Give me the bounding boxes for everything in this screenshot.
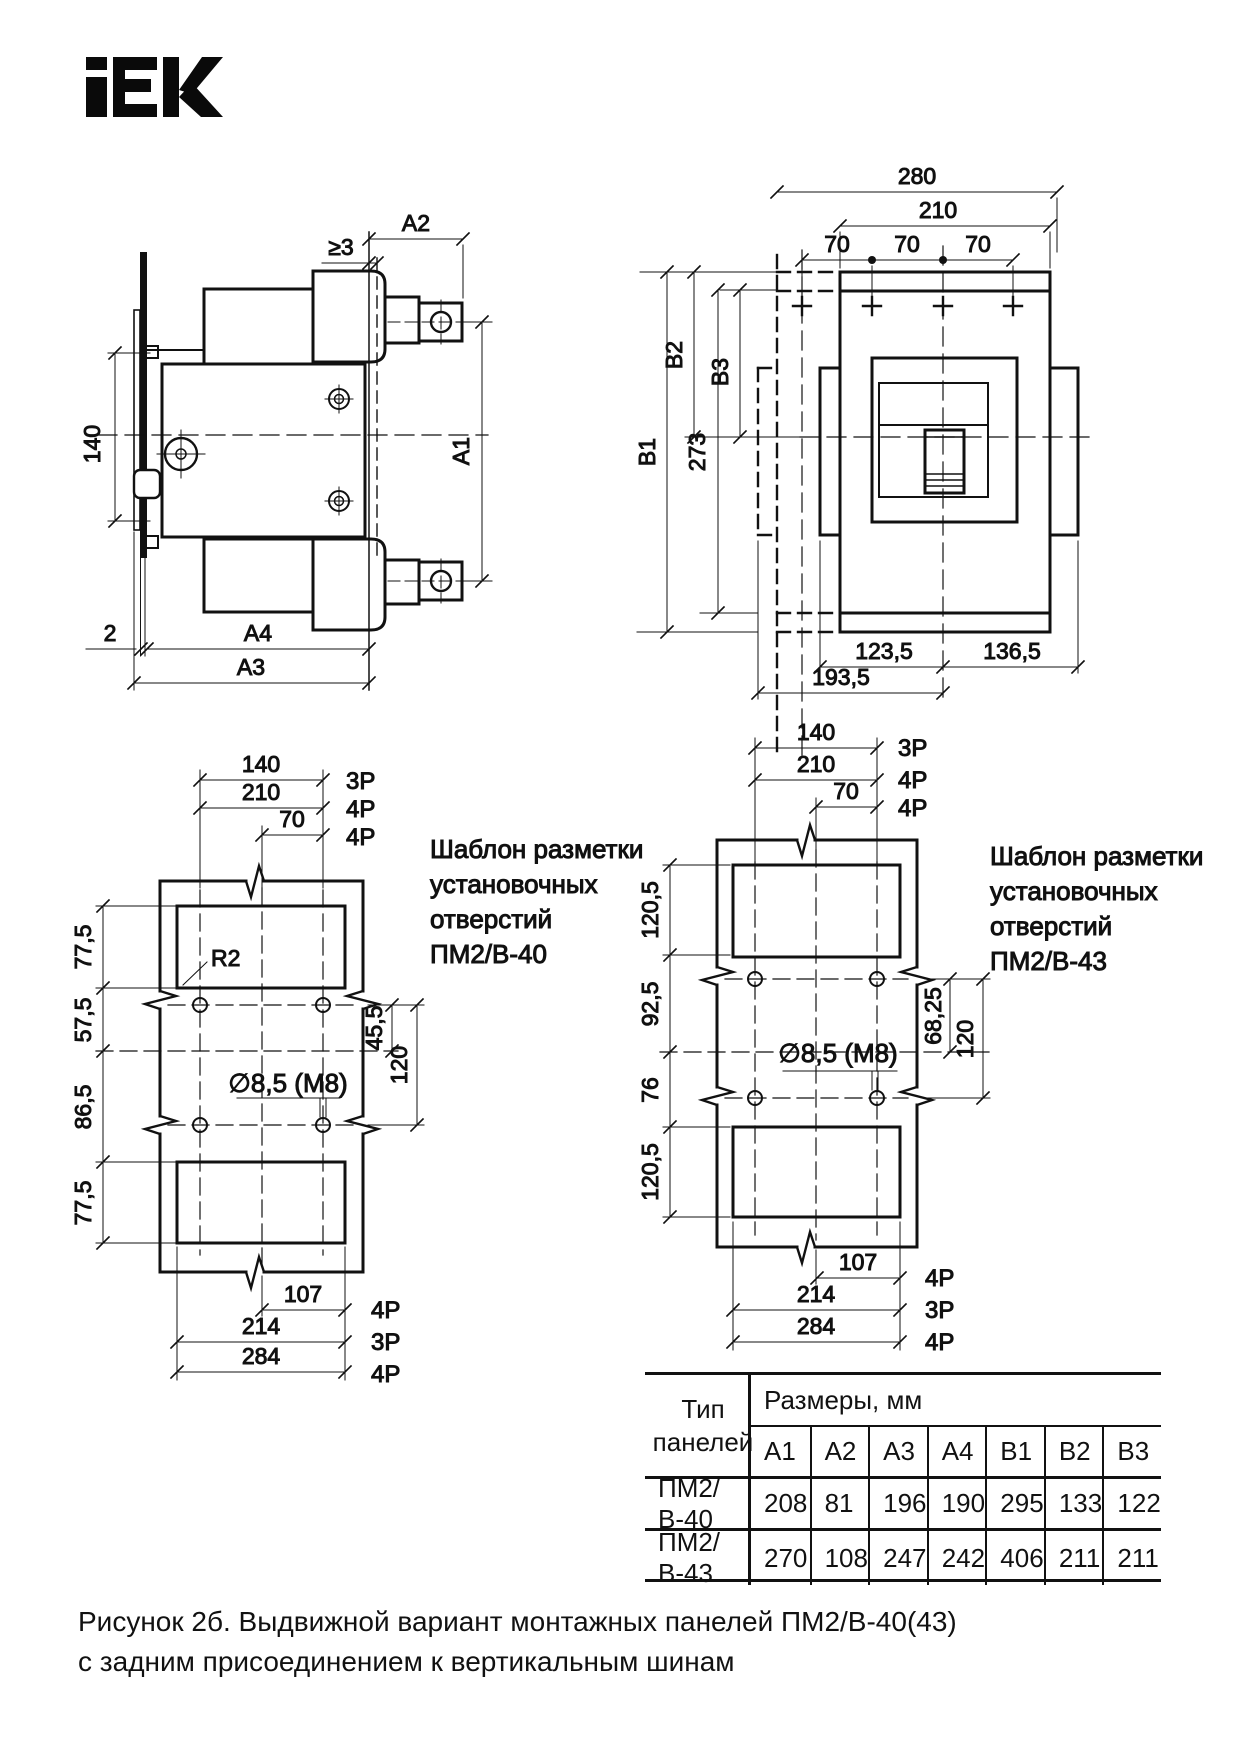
t43-pole-4p-top1: 4P: [898, 767, 928, 794]
table-header-sizes: Размеры, мм: [751, 1375, 1161, 1427]
table-cell: 406: [985, 1531, 1044, 1585]
t43-dim-120-5a: 120,5: [637, 881, 663, 939]
dim-b1: B1: [634, 437, 660, 467]
table-row-pm2v40-name: ПМ2/В-40: [645, 1479, 751, 1531]
t43-dim-120: 120: [952, 1019, 978, 1059]
table-col-a1: A1: [751, 1427, 810, 1479]
dim-70c: 70: [965, 231, 991, 257]
t40-dim-70: 70: [279, 806, 305, 832]
t40-pole-3p-bot: 3P: [371, 1329, 401, 1356]
table-cell: 208: [751, 1479, 810, 1531]
table-cell: 108: [810, 1531, 869, 1585]
table-header-type-line1: Тип: [681, 1393, 725, 1424]
dim-273: 273: [684, 432, 710, 472]
t40-dim-77-5a: 77,5: [70, 924, 96, 970]
table-col-a3: A3: [868, 1427, 927, 1479]
t40-title-line3: отверстий: [430, 904, 553, 934]
t43-dim-92-5: 92,5: [637, 981, 663, 1027]
t43-pole-3p-bot: 3P: [925, 1297, 955, 1324]
dim-a3: A3: [236, 654, 266, 680]
table-cell: 211: [1044, 1531, 1103, 1585]
t43-dim-214: 214: [796, 1281, 836, 1307]
t40-title-line2: установочных: [430, 869, 598, 899]
dim-a4: A4: [243, 620, 273, 646]
table-cell: 270: [764, 1542, 808, 1573]
iek-logo-icon: [86, 57, 223, 117]
t40-dim-77-5b: 77,5: [70, 1180, 96, 1226]
dim-b2: B2: [661, 340, 687, 370]
dim-210: 210: [918, 197, 958, 223]
table-header-type-line2: панелей: [652, 1426, 754, 1457]
t43-dim-107: 107: [838, 1249, 878, 1275]
dimensions-table: [645, 1372, 1161, 1588]
t40-pole-4p-bot1: 4P: [371, 1297, 401, 1324]
t40-title-line4: ПМ2/В-40: [430, 939, 547, 969]
table-cell: 122: [1102, 1479, 1161, 1531]
t40-dim-140: 140: [241, 751, 281, 777]
table-cell: 133: [1044, 1479, 1103, 1531]
table-cell: 81: [810, 1479, 869, 1531]
side-view-drawing: [79, 210, 492, 690]
table-cell: 211: [1102, 1531, 1161, 1585]
t43-hole-label: ∅8,5 (M8): [778, 1038, 898, 1068]
t40-hole-label: ∅8,5 (M8): [228, 1068, 348, 1098]
t40-dim-214: 214: [241, 1313, 281, 1339]
table-col-a4: A4: [927, 1427, 986, 1479]
dim-193-5: 193,5: [812, 664, 870, 690]
dim-b3: B3: [707, 357, 733, 387]
t40-pole-4p-bot2: 4P: [371, 1361, 401, 1388]
t40-radius-label: R2: [211, 945, 241, 971]
dim-123-5: 123,5: [855, 638, 913, 664]
t43-dim-210: 210: [796, 751, 836, 777]
t40-title-line1: Шаблон разметки: [430, 834, 644, 864]
t40-pole-3p-top: 3P: [346, 768, 376, 795]
t43-title-line1: Шаблон разметки: [990, 841, 1204, 871]
t43-dim-70: 70: [833, 778, 859, 804]
drill-template-pm2v40: [70, 751, 643, 1388]
dim-136-5: 136,5: [983, 638, 1041, 664]
t43-dim-76: 76: [637, 1077, 663, 1103]
t40-pole-4p-top1: 4P: [346, 796, 376, 823]
t43-dim-68-25: 68,25: [920, 987, 946, 1045]
figure-caption-line2: с задним присоединением к вертикальным шинам: [78, 1646, 735, 1677]
table-cell: 247: [868, 1531, 927, 1585]
table-col-a2: A2: [810, 1427, 869, 1479]
drill-template-pm2v43: [637, 719, 1203, 1356]
t40-dim-120: 120: [386, 1045, 412, 1085]
t43-dim-140: 140: [796, 719, 836, 745]
dim-280: 280: [897, 163, 937, 189]
t43-pole-3p-top: 3P: [898, 735, 928, 762]
figure-caption-line1: Рисунок 2б. Выдвижной вариант монтажных панелей ПМ2/В-40(43): [78, 1606, 957, 1637]
dim-min-gap: ≥3: [328, 234, 354, 260]
dim-a2: A2: [401, 210, 431, 236]
dim-70b: 70: [894, 231, 920, 257]
table-col-b2: B2: [1044, 1427, 1103, 1479]
dim-70a: 70: [824, 231, 850, 257]
figure-caption: [78, 1602, 957, 1682]
t43-title-line3: отверстий: [990, 911, 1113, 941]
t43-pole-4p-top2: 4P: [898, 795, 928, 822]
t43-pole-4p-bot2: 4P: [925, 1329, 955, 1356]
t40-dim-45-5: 45,5: [361, 1005, 387, 1051]
t40-dim-86-5: 86,5: [70, 1084, 96, 1130]
table-cell: 190: [927, 1479, 986, 1531]
dim-a1: A1: [448, 436, 474, 466]
table-cell: 242: [927, 1531, 986, 1585]
table-cell: 295: [985, 1479, 1044, 1531]
t43-title-line2: установочных: [990, 876, 1158, 906]
t40-pole-4p-top2: 4P: [346, 824, 376, 851]
t40-dim-284: 284: [241, 1343, 281, 1369]
t40-dim-107: 107: [283, 1281, 323, 1307]
table-col-b1: B1: [985, 1427, 1044, 1479]
table-header-type: [645, 1375, 754, 1479]
dim-140: 140: [79, 424, 105, 464]
t40-dim-57-5: 57,5: [70, 997, 96, 1043]
front-view-drawing: [634, 163, 1092, 755]
t43-dim-284: 284: [796, 1313, 836, 1339]
table-row-pm2v43-name: ПМ2/В-43: [645, 1531, 751, 1585]
table-cell: 196: [868, 1479, 927, 1531]
t43-dim-120-5b: 120,5: [637, 1143, 663, 1201]
dim-2: 2: [103, 620, 117, 646]
t43-title-line4: ПМ2/В-43: [990, 946, 1107, 976]
t43-pole-4p-bot1: 4P: [925, 1265, 955, 1292]
t40-dim-210: 210: [241, 779, 281, 805]
table-col-b3: B3: [1102, 1427, 1161, 1479]
